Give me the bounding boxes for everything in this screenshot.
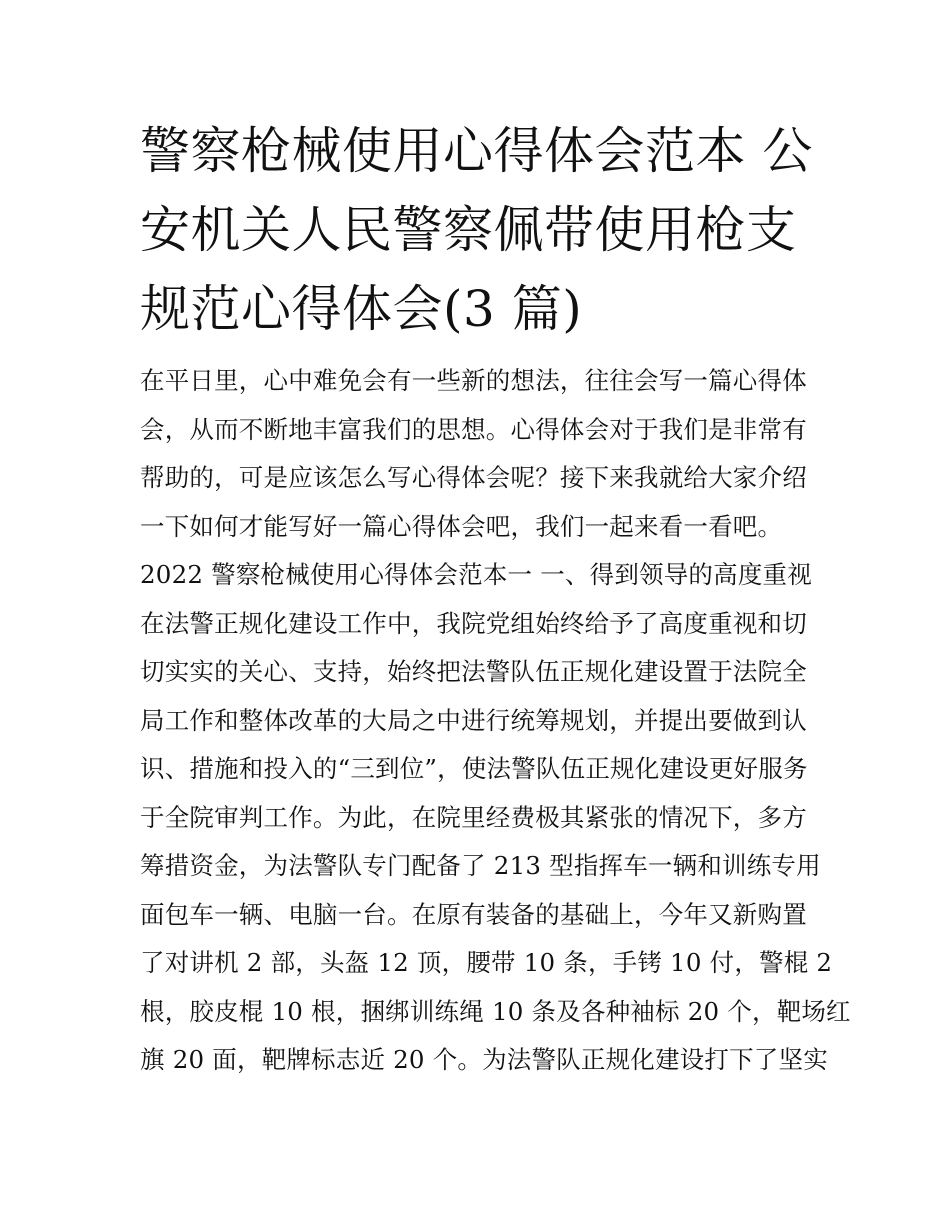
title-line-1: 警察枪械使用心得体会范本 公 xyxy=(140,122,813,180)
body-line: 于全院审判工作。为此，在院里经费极其紧张的情况下，多方 xyxy=(140,802,807,832)
body-line: 筹措资金，为法警队专门配备了 213 型指挥车一辆和训练专用 xyxy=(140,851,821,880)
body-line: 面包车一辆、电脑一台。在原有装备的基础上，今年又新购置 xyxy=(140,899,807,929)
title-line-2: 安机关人民警察佩带使用枪支 xyxy=(140,201,797,259)
title-line-3: 规范心得体会(3 篇) xyxy=(140,280,583,338)
body-line: 在法警正规化建设工作中，我院党组始终给予了高度重视和切 xyxy=(140,608,807,638)
body-line: 根，胶皮棍 10 根，捆绑训练绳 10 条及各种袖标 20 个，靶场红 xyxy=(140,996,851,1026)
body-line: 识、措施和投入的“三到位”，使法警队伍正规化建设更好服务 xyxy=(140,754,808,783)
body-line: 2022 警察枪械使用心得体会范本一 一、得到领导的高度重视 xyxy=(140,560,812,589)
document-body xyxy=(140,357,851,1085)
body-line: 会，从而不断地丰富我们的思想。心得体会对于我们是非常有 xyxy=(140,414,807,444)
body-line: 帮助的，可是应该怎么写心得体会呢？接下来我就给大家介绍 xyxy=(140,463,807,492)
body-line: 一下如何才能写好一篇心得体会吧，我们一起来看一看吧。 xyxy=(140,511,783,541)
body-line: 旗 20 面，靶牌标志近 20 个。为法警队正规化建设打下了坚实 xyxy=(140,1045,828,1074)
body-line: 切实实的关心、支持，始终把法警队伍正规化建设置于法院全 xyxy=(140,657,807,686)
body-line: 局工作和整体改革的大局之中进行统筹规划，并提出要做到认 xyxy=(140,705,807,735)
body-line: 在平日里，心中难免会有一些新的想法，往往会写一篇心得体 xyxy=(140,366,807,395)
body-line: 了对讲机 2 部，头盔 12 顶，腰带 10 条，手铐 10 付，警棍 2 xyxy=(140,948,833,977)
document-title xyxy=(140,112,820,349)
